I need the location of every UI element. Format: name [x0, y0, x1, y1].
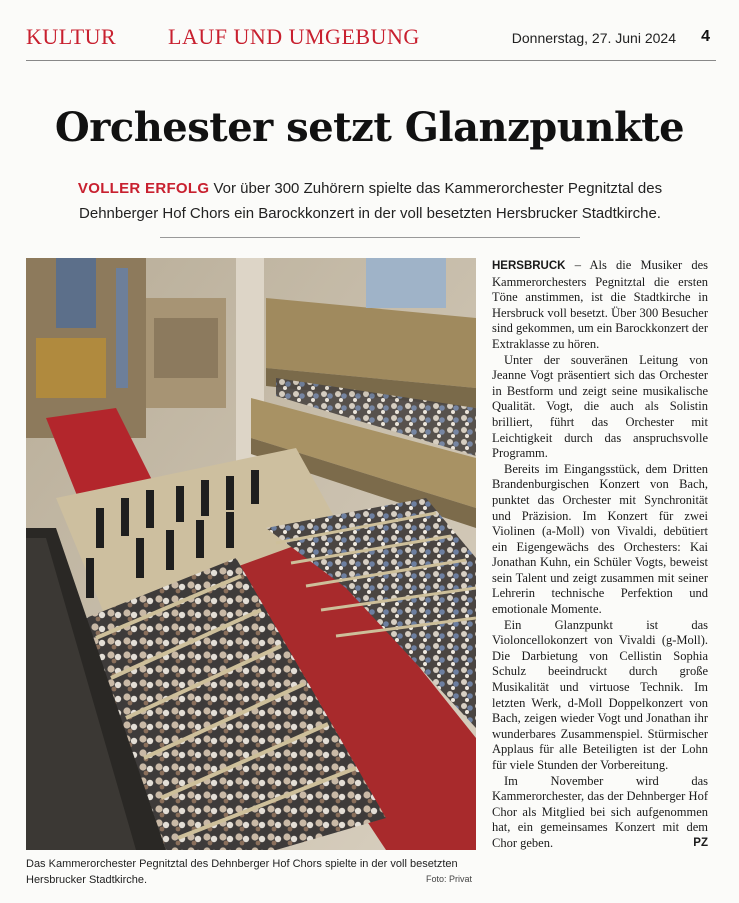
page-number: 4: [701, 28, 710, 45]
headline: Orchester setzt Glanzpunkte: [54, 104, 685, 151]
photo-caption: Das Kammerorchester Pegnitztal des Dehnberger Hof Chors spielte in der voll besetzten Hersbrucker Stadtkirche.: [26, 858, 458, 886]
article-paragraph: Unter der souveränen Leitung von Jeanne Vogt präsentiert sich das Orchester in Bestform und zeigt seine musikalische Qualität. Vogt, die auch als Solistin brilliert, führt das Orchester mit Leichtigkeit durch das anspruchsvolle Programm.: [492, 352, 708, 461]
article-paragraph: Ein Glanzpunkt ist das Violoncellokonzert von Vivaldi (g-Moll). Die Darbietung von Cellistin Sophia Schulz beeindruckt durch große Musikalität und virtuose Technik. Im letzten Werk, d-Moll Doppelkonzert von Bach, zeigen wieder Vogt und Jonathan ihr wunderbares Zusammenspiel. Stürmischer Applaus für alle Beteiligten ist der Lohn für viele Stunden der Vorbereitung.: [492, 617, 708, 772]
local-rubric: LAUF UND UMGEBUNG: [168, 24, 420, 49]
photo-credit: Foto: Privat: [426, 874, 473, 884]
teaser-divider: [160, 237, 580, 238]
dateline-place: HERSBRUCK: [492, 260, 566, 272]
page-header: [26, 22, 716, 58]
article-body: [492, 258, 708, 852]
article-paragraph: Im November wird das Kammerorchester, das der Dehnberger Hof Chor als Mitglied bei sich aufgenommen hat, ein gemeinsames Konzert mit dem Chor geben. PZ: [492, 773, 708, 850]
teaser-kicker: VOLLER ERFOLG: [77, 180, 210, 197]
article-paragraph: Bereits im Eingangsstück, dem Dritten Brandenburgischen Konzert von Bach, punktet das Orchester mit Synchronität und Präzision. Im Konzert für zwei Violinen (a-Moll) von Vivaldi, debütiert ein Eigengewächs des Orchesters: Kai Jonathan Kuhn, ein Schüler Vogts, beweist sein Talent und zeigt zusammen mit seiner Lehrerin technische Perfektion und emotionale Momente.: [492, 461, 708, 617]
author-signature: PZ: [693, 836, 708, 849]
article-paragraph: HERSBRUCK – Als die Musiker des Kammerorchesters Pegnitztal die ersten Töne anstimmen, ist die Stadtkirche in Hersbruck voll besetzt. Über 300 Besucher sind gekommen, um ein Barockkonzert der Extraklasse zu hören.: [492, 258, 708, 351]
concert-photo: [26, 258, 476, 850]
church-interior-image: [26, 258, 476, 850]
section-rubric: KULTUR: [26, 24, 117, 49]
teaser: [40, 176, 700, 226]
teaser-text: Vor über 300 Zuhörern spielte das Kammerorchester Pegnitztal des Dehnberger Hof Chors ein Barockkonzert in der voll besetzten Hersbrucker Stadtkirche.: [79, 180, 663, 222]
issue-date: Donnerstag, 27. Juni 2024: [511, 30, 676, 46]
header-divider: [26, 60, 716, 61]
